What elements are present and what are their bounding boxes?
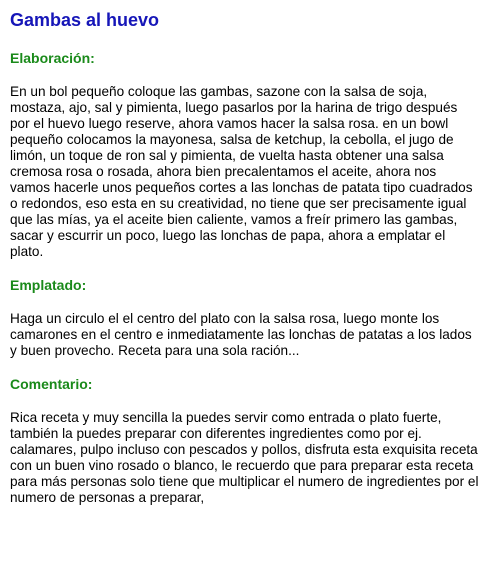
section-text-emplatado: Haga un circulo el el centro del plato con la salsa rosa, luego monte los camarones en el centro e inmediatamente las lonchas de patatas a los lados y buen provecho. Receta para una sola ración... (10, 311, 472, 358)
section-heading-elaboracion: Elaboración: (10, 50, 95, 66)
section-heading-comentario: Comentario: (10, 376, 93, 392)
section-text-elaboracion: En un bol pequeño coloque las gambas, sazone con la salsa de soja, mostaza, ajo, sal y pimienta, luego pasarlos por la harina de trigo después por el huevo luego reserve, ahora vamos hacer la salsa rosa. en un bowl pequeño colocamos la mayonesa, salsa de ketchup, la cebolla, el jugo de limón, un toque de ron sal y pimienta, de vuelta hasta obtener una salsa cremosa rosa o rosada, ahora bien precalentamos el aceite, ahora nos vamos hacerle unos pequeños cortes a las lonchas de patata tipo cuadrados o redondos, eso esta en su creatividad, no tiene que ser precisamente igual que las mías, ya el aceite bien caliente, vamos a freír primero las gambas, sacar y escurrir un poco, luego las lonchas de papa, ahora a emplatar el plato. (10, 84, 473, 259)
section-text-comentario: Rica receta y muy sencilla la puedes servir como entrada o plato fuerte, también la puedes preparar con diferentes ingredientes como por ej. calamares, pulpo incluso con pescados y pollos, disfruta esta exquisita receta con un buen vino rosado o blanco, le recuerdo que para preparar esta receta para más personas solo tiene que multiplicar el numero de ingredientes por el numero de personas a preparar, (10, 410, 479, 505)
recipe-title: Gambas al huevo (10, 10, 160, 30)
section-heading-emplatado: Emplatado: (10, 277, 87, 293)
